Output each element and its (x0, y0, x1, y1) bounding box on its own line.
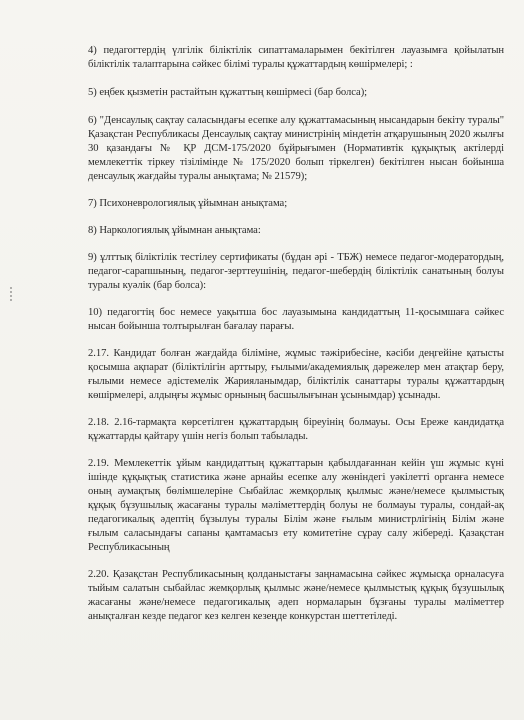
document-body (88, 44, 504, 624)
paragraph-item-5: 5) еңбек қызметін растайтын құжаттың көшірмесі (бар болса); (88, 87, 368, 98)
paragraph-item-10: 10) педагогтің бос немесе уақытша бос лауазымына кандидаттың 11-қосымшаға сәйкес нысан бойынша толтырылған бағалау парағы. (88, 307, 504, 332)
paragraph-item-8: 8) Наркологиялық ұйымнан анықтама: (88, 225, 261, 236)
paragraph-2-18: 2.18. 2.16-тармақта көрсетілген құжаттардың біреуінің болмауы. Осы Ереже кандидатқа құжаттарды қайтару үшін негіз болып табылады. (88, 417, 504, 442)
paragraph-item-4: 4) педагогтердің үлгілік біліктілік сипаттамаларымен бекітілген лауазымға қойылатын біліктілік талаптарына сәйкес білімі туралы құжаттардың көшірмелері; : (88, 45, 504, 70)
paragraph-2-19: 2.19. Мемлекеттік ұйым кандидаттың құжаттарын қабылдағаннан кейін үш жұмыс күні ішінде құқықтық статистика және арнайы есепке алу жөніндегі уәкілетті органға немесе оның аумақтық бөлімшелеріне Сыбайлас жемқорлық қылмыс және/немесе қылмыстық құқық бұзушылық жасағаны туралы мәліметтердің болуы не болмауы туралы, сондай-ақ педагогикалық әдептің бұзылуы туралы Білім және ғылым министрлігінің Білім және ғылым саласындағы сапаны қамтамасыз ету комитетіне сұрау салу жібереді. Қазақстан Республикасының (88, 458, 504, 553)
paragraph-2-20: 2.20. Қазақстан Республикасының қолданыстағы заңнамасына сәйкес жұмысқа орналасуға тыйым салатын сыбайлас жемқорлық қылмыс және/немесе қылмыстық құқық бұзушылық жасағаны және/немесе педагогикалық әдеп нормаларын бұзғаны туралы мәліметтер анықталған кезде педагог кез келген кезеңде конкурстан шеттетіледі. (88, 569, 504, 622)
paragraph-item-9: 9) ұлттық біліктілік тестілеу сертификаты (бұдан әрі - ТБЖ) немесе педагог-модератордың, педагог-сарапшының, педагог-зерттеушінің, педагог-шебердің біліктілік санатының болуы туралы куәлік (бар болса): (88, 252, 504, 291)
paragraph-item-7: 7) Психоневрологиялық ұйымнан анықтама; (88, 198, 288, 209)
paragraph-item-6: 6) "Денсаулық сақтау саласындағы есепке алу құжаттамасының нысандарын бекіту туралы" Қазақстан Республикасы Денсаулық сақтау министрінің міндетін атқарушының 2020 жылғы 30 қазандағы № ҚР ДСМ-175/2020 бұйрығымен (Нормативтік құқықтық актілерді мемлекеттік тіркеу тізілімінде № 175/2020 болып тіркелген) бекітілген нысан бойынша денсаулық жағдайы туралы анықтама; № 21579); (88, 115, 504, 182)
paragraph-2-17: 2.17. Кандидат болған жағдайда біліміне, жұмыс тәжірибесіне, кәсіби деңгейіне қатысты қосымша ақпарат (біліктілігін арттыру, ғылыми/академиялық дәрежелер мен атақтар беру, ғылыми немесе әдістемелік Жарияланымдар, біліктілік санаттары туралы құжаттардың көшірмелері, алдыңғы жұмыс орнының басшылығынан ұсынымдар) ұсынады. (88, 348, 504, 401)
margin-ink-mark (8, 286, 14, 304)
